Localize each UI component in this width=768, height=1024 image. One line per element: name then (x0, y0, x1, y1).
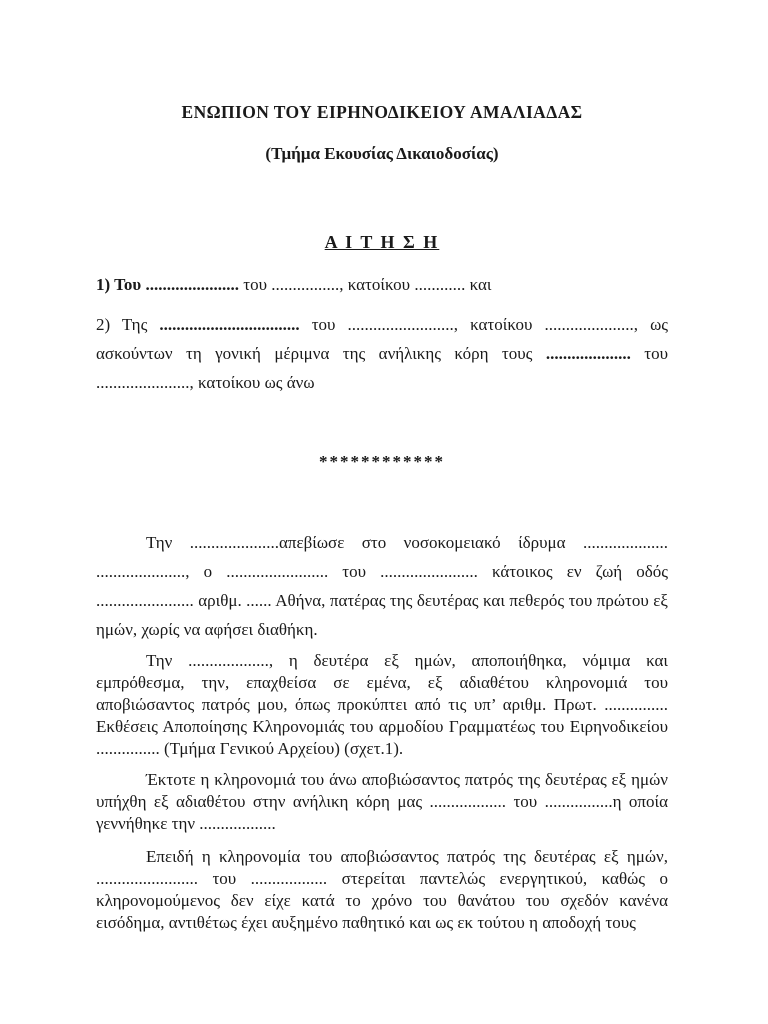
petition-title: Α Ι Τ Η Σ Η (324, 232, 440, 252)
applicant-1-name-blank: 1) Του ...................... (96, 275, 244, 294)
renunciation-statement: Την ..................., η δευτέρα εξ ημών, αποποιήθηκα, νόμιμα και εμπρόθεσμα, την, επαχθείσα σε εμένα, εξ αδιαθέτου κληρονομιά του αποβιώσαντος πατρός μου, όπως προκύπτει από τις υπ’ αριθμ. Πρωτ. ............... Εκθέσεις Αποποίησης Κληρονομιάς του αρμοδίου Γραμματέως του Ειρηνοδικείου ............... (Τμήμα Γενικού Αρχείου) (σχετ.1). (96, 651, 668, 758)
applicant-2-name-blank: ................................. (159, 315, 300, 334)
separator-asterisks: ************ (319, 452, 445, 471)
applicant-1 (96, 270, 668, 299)
applicant-1-details: του ................, κατοίκου ............ και (243, 275, 492, 294)
applicant-2-prefix: 2) Της (96, 315, 160, 334)
devolution-statement: Έκτοτε η κληρονομιά του άνω αποβιώσαντος πατρός της δευτέρας εξ ημών υπήχθη εξ αδιαθέτου στην ανήλικη κόρη μας .................. του ................η οποία γεννήθηκε την .................. (96, 770, 668, 833)
applicant-2-details: του ........................., κατοίκου ....................., ως ασκούντων τη γονική μέριμνα της ανήλικης κόρη τους (96, 315, 668, 363)
applicant-2 (96, 310, 668, 397)
court-header: ΕΝΩΠΙΟΝ ΤΟΥ ΕΙΡΗΝΟΔΙΚΕΙΟΥ ΑΜΑΛΙΑΔΑΣ (181, 102, 583, 122)
department-line: (Τμήμα Εκουσίας Δικαιοδοσίας) (265, 144, 499, 163)
death-statement: Την .....................απεβίωσε στο νοσοκομειακό ίδρυμα .................... ....................., ο ........................ του ....................... κάτοικος εν ζωή οδός ....................... αριθμ. ...... Αθήνα, πατέρας της δευτέρας και πεθερός του πρώτου εξ ημών, χωρίς να αφήσει διαθήκη. (96, 533, 668, 639)
daughter-name-blank: .................... (545, 344, 631, 363)
daughter-details: του ......................, κατοίκου ως άνω (96, 344, 668, 392)
liabilities-statement: Επειδή η κληρονομία του αποβιώσαντος πατρός της δευτέρας εξ ημών, ........................ του .................. στερείται παντελώς ενεργητικού, καθώς ο κληρονομούμενος δεν είχε κατά το χρόνο του θανάτου του σχεδόν κανένα εισόδημα, αντιθέτως έχει αυξημένο παθητικό και ως εκ τούτου η αποδοχή τους (96, 847, 668, 932)
